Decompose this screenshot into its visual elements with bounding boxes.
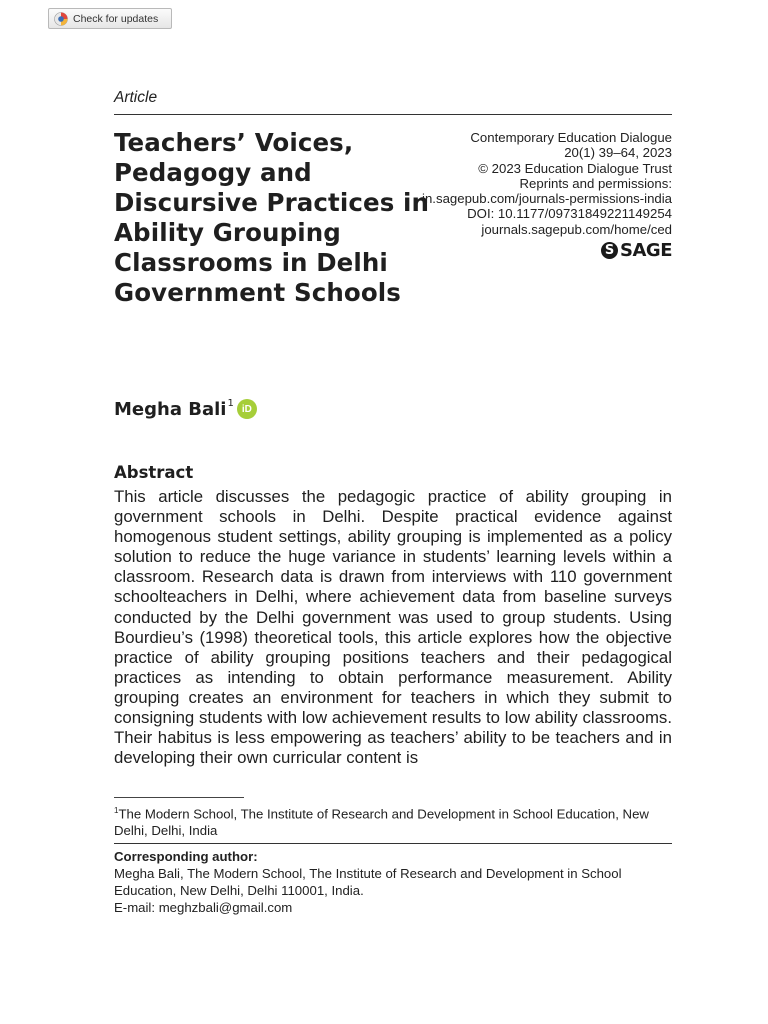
reprints-link[interactable]: in.sagepub.com/journals-permissions-india bbox=[422, 191, 672, 207]
abstract-text: This article discusses the pedagogic practice of ability grouping in government schools in Delhi. Despite practical evidence against homogenous student settings, ability grouping is implemented as a policy solution to reduce the huge variance in students’ learning levels within a classroom. Research data is drawn from interviews with 110 government schoolteachers in Delhi, where achievement data from baseline surveys conducted by the Delhi government was used to group students. Using Bourdieu’s (1998) theoretical tools, this article explores how the objective practice of ability grouping positions teachers and their pedagogical practices as intending to obtain performance measurement. Ability grouping creates an environment for teachers in which they submit to consigning students with low achievement results to low ability classrooms. Their habitus is less empowering as teachers’ ability to be teachers and in developing their own curricular content is bbox=[114, 487, 672, 768]
affiliation-mark: 1 bbox=[227, 398, 234, 409]
corresponding-address: Megha Bali, The Modern School, The Institute of Research and Development in School Education, New Delhi, Delhi 110001, India. bbox=[114, 866, 622, 898]
footnote-text: The Modern School, The Institute of Research and Development in School Education, New Delhi, Delhi, India bbox=[114, 806, 649, 839]
doi[interactable]: DOI: 10.1177/09731849221149254 bbox=[467, 206, 672, 222]
corresponding-email[interactable]: E-mail: meghzbali@gmail.com bbox=[114, 900, 293, 915]
author-name: Megha Bali bbox=[114, 399, 227, 420]
article-title: Teachers’ Voices, Pedagogy and Discursive Practices in Ability Grouping Classrooms in Delhi Government Schools bbox=[114, 128, 430, 307]
author-line bbox=[114, 399, 257, 420]
footnote-mark: 1 bbox=[114, 806, 119, 815]
check-for-updates-button[interactable] bbox=[48, 8, 172, 29]
journal-homepage-link[interactable]: journals.sagepub.com/home/ced bbox=[481, 221, 672, 237]
header-rule bbox=[114, 114, 672, 115]
check-updates-icon bbox=[54, 12, 68, 26]
article-type-label: Article bbox=[114, 89, 158, 106]
sage-mark-icon: S bbox=[601, 242, 618, 259]
corresponding-author-block bbox=[114, 848, 672, 916]
corresponding-rule bbox=[114, 843, 672, 844]
affiliation-footnote bbox=[114, 802, 672, 839]
sage-logo bbox=[601, 240, 672, 261]
publisher-name: SAGE bbox=[620, 240, 672, 261]
journal-name: Contemporary Education Dialogue bbox=[470, 130, 672, 145]
corresponding-heading: Corresponding author: bbox=[114, 849, 258, 864]
journal-info bbox=[372, 130, 672, 237]
abstract-heading: Abstract bbox=[114, 463, 194, 482]
footnote-rule bbox=[114, 797, 244, 798]
orcid-icon[interactable]: iD bbox=[237, 399, 257, 419]
journal-issue: 20(1) 39–64, 2023 bbox=[564, 145, 672, 161]
reprints-label: Reprints and permissions: bbox=[519, 175, 672, 191]
copyright: © 2023 Education Dialogue Trust bbox=[478, 160, 672, 176]
check-updates-label: Check for updates bbox=[73, 12, 159, 25]
